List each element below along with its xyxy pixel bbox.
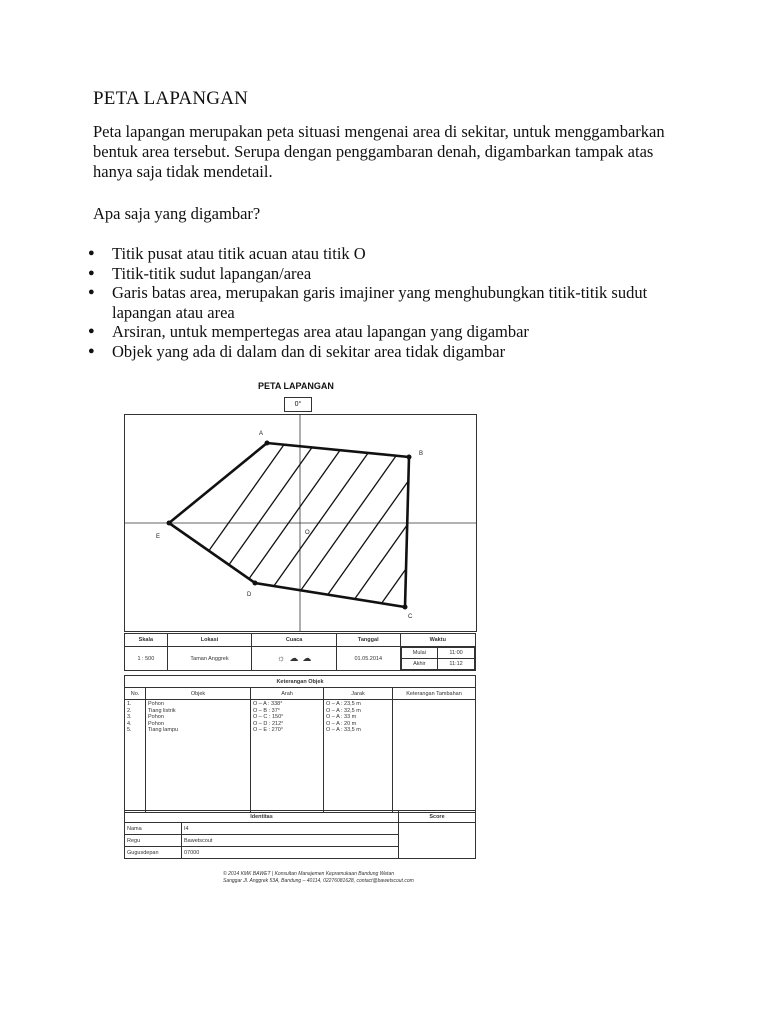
point-e-label: E [156,534,161,540]
bullet-icon: ● [88,286,95,298]
list-item: ● Arsiran, untuk mempertegas area atau lapangan yang digambar [88,322,529,341]
point-b-label: B [419,451,424,457]
score-box [399,823,476,859]
value-lokasi: Taman Anggrek [167,647,252,671]
page-title: PETA LAPANGAN [93,88,249,109]
regu-value: Bawetscout [182,835,399,847]
sheet-footer: © 2014 KMK BAWET | Konsultan Manajemen Kepramukaan Bandung Wetan Sanggar Jl. Anggrek 53A, Bandung – 40114, 02276081628, contact@bawetscout.com [223,871,414,884]
point-d-label: D [247,592,252,598]
point-c-marker [403,605,408,610]
mulai-label: Mulai [401,648,437,659]
point-c-label: C [408,614,413,620]
field-map-sheet [118,378,480,898]
gugusdepan-value: 07000 [182,847,399,859]
list-item: ● Garis batas area, merupakan garis imajiner yang menghubungkan titik-titik sudut lapangan atau area [88,283,648,322]
objek-table [124,675,476,813]
mulai-value: 11:00 [438,648,475,659]
sheet-title: PETA LAPANGAN [258,381,334,391]
area-boundary [169,443,409,607]
header-lokasi: Lokasi [167,634,252,647]
keterangan-cell [393,700,476,813]
col-objek: Objek [146,688,251,700]
info-table [124,633,476,671]
list-item: ● Titik pusat atau titik acuan atau titik O [88,244,366,263]
identitas-table [124,810,476,859]
objek-cell: Pohon Tiang listrik Pohon Pohon Tiang lampu [146,700,251,813]
value-waktu [400,647,475,671]
jarak-cell: O – A : 23,5 m O – A : 32,5 m O – A : 33 m O – A : 20 m O – A : 33,5 m [324,700,393,813]
sun-icon: ☼ [276,653,286,663]
header-skala: Skala [125,634,168,647]
point-a-marker [265,441,270,446]
point-o-label: O [305,530,310,536]
north-indicator: 0° [284,397,312,412]
regu-label: Regu [125,835,182,847]
gugusdepan-label: Gugusdepan [125,847,182,859]
score-title: Score [399,811,476,823]
cloud-icon: ☁ [302,653,312,663]
point-b-marker [407,455,412,460]
col-no: No. [125,688,146,700]
value-cuaca [252,647,337,671]
value-skala: 1 : 500 [125,647,168,671]
header-cuaca: Cuaca [252,634,337,647]
question-text: Apa saja yang digambar? [93,204,261,223]
cloud-rain-icon: ☁ [289,653,299,663]
value-tanggal: 01.05.2014 [336,647,400,671]
akhir-label: Akhir [401,659,437,670]
bullet-icon: ● [88,344,95,357]
nama-value: I4 [182,823,399,835]
no-cell: 1. 2. 3. 4. 5. [125,700,146,813]
header-tanggal: Tanggal [336,634,400,647]
point-a-label: A [259,431,264,437]
col-keterangan: Keterangan Tambahan [393,688,476,700]
point-e-marker [167,521,172,526]
arah-cell: O – A : 338° O – B : 37° O – C : 150° O – D : 212° O – E : 270° [251,700,324,813]
point-d-marker [253,581,258,586]
col-arah: Arah [251,688,324,700]
map-area [124,414,477,632]
header-waktu: Waktu [400,634,475,647]
field-map-drawing [125,415,476,631]
bullet-list [88,244,688,361]
intro-paragraph: Peta lapangan merupakan peta situasi mengenai area di sekitar, untuk menggambarkan bentuk area tersebut. Serupa dengan penggambaran denah, digambarkan tampak atas hanya saja tidak mendetail. [93,122,665,181]
identitas-title: Identitas [125,811,399,823]
col-jarak: Jarak [324,688,393,700]
list-item: ● Titik-titik sudut lapangan/area [88,263,312,283]
bullet-icon: ● [88,247,95,259]
objek-title: Keterangan Objek [125,676,476,688]
list-item: ● Objek yang ada di dalam dan di sekitar area tidak digambar [88,341,506,361]
bullet-icon: ● [88,266,95,279]
nama-label: Nama [125,823,182,835]
akhir-value: 11:12 [438,659,475,670]
bullet-icon: ● [88,325,95,337]
